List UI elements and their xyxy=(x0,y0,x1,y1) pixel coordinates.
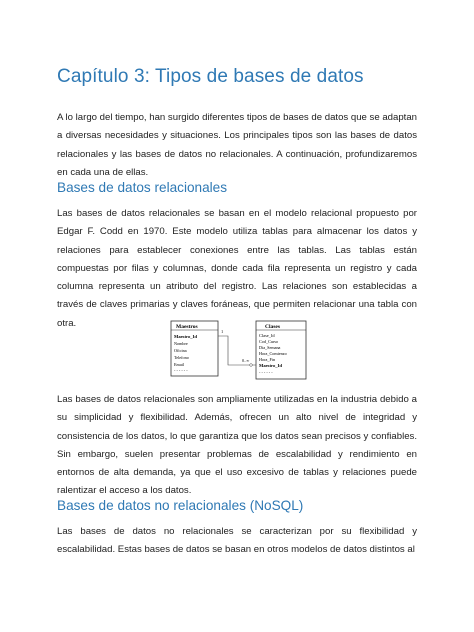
clases-field: Maestro_Id xyxy=(259,363,282,368)
section-heading-relational: Bases de datos relacionales xyxy=(57,180,228,195)
er-diagram xyxy=(170,319,310,381)
maestros-field: Oficina xyxy=(174,348,187,353)
maestros-field: - - - - - - xyxy=(174,368,188,373)
maestros-field: Maestro_Id xyxy=(174,334,197,339)
intro-paragraph: A lo largo del tiempo, han surgido diferentes tipos de bases de datos que se adaptan a diversas necesidades y situaciones. Los principales tipos son las bases de datos relacionales y las bases de datos no relacionales. A continuación, profundizaremos en cada una de ellas. xyxy=(57,112,418,178)
chapter-title: Capítulo 3: Tipos de bases de datos xyxy=(57,66,364,87)
nosql-paragraph-1: Las bases de datos no relacionales se caracterizan por su flexibilidad y escalabilidad. Estas bases de datos se basan en otros modelos de datos distintos al xyxy=(57,526,417,556)
clases-field: Dia_Semana xyxy=(259,345,281,350)
maestros-field: Nombre xyxy=(174,341,188,346)
clases-field: Hora_Comienzo xyxy=(259,351,287,356)
maestros-field: Telefono xyxy=(174,355,189,360)
maestros-field: Email xyxy=(174,362,185,367)
relational-paragraph-1: Las bases de datos relacionales se basan en el modelo relacional propuesto por Edgar F. Codd en 1970. Este modelo utiliza tablas para almacenar los datos y relaciones para establecer conexiones entre las tablas. Las tablas están compuestas por filas y columnas, donde cada fila representa un registro y cada columna representa un atributo del registro. Las relaciones son establecidas a través de claves primarias y claves foráneas, que permiten relacionar una tabla con otra. xyxy=(57,208,417,329)
clases-field: Hora_Fin xyxy=(259,357,276,362)
relational-paragraph-2: Las bases de datos relacionales son ampliamente utilizadas en la industria debido a su simplicidad y flexibilidad. Además, ofrecen un alto nivel de integridad y consistencia de los datos, lo que garantiza que los datos sean precisos y confiables. Sin embargo, suelen presentar problemas de escalabilidad y rendimiento en entornos de alta demanda, ya que el uso excesivo de tablas y relaciones puede ralentizar el acceso a los datos. xyxy=(57,394,417,497)
cardinality-many: 0..∞ xyxy=(242,358,250,363)
clases-table-title: Clases xyxy=(265,324,280,330)
clases-field: - - - - - - xyxy=(259,370,273,375)
section-heading-nosql: Bases de datos no relacionales (NoSQL) xyxy=(57,498,304,513)
cardinality-one: 1 xyxy=(221,329,224,334)
relationship-endpoint xyxy=(250,364,253,367)
relationship-line xyxy=(218,336,256,365)
clases-field: Cod_Curso xyxy=(259,339,279,344)
maestros-table-title: Maestros xyxy=(176,324,198,330)
clases-field: Clase_Id xyxy=(259,333,275,338)
